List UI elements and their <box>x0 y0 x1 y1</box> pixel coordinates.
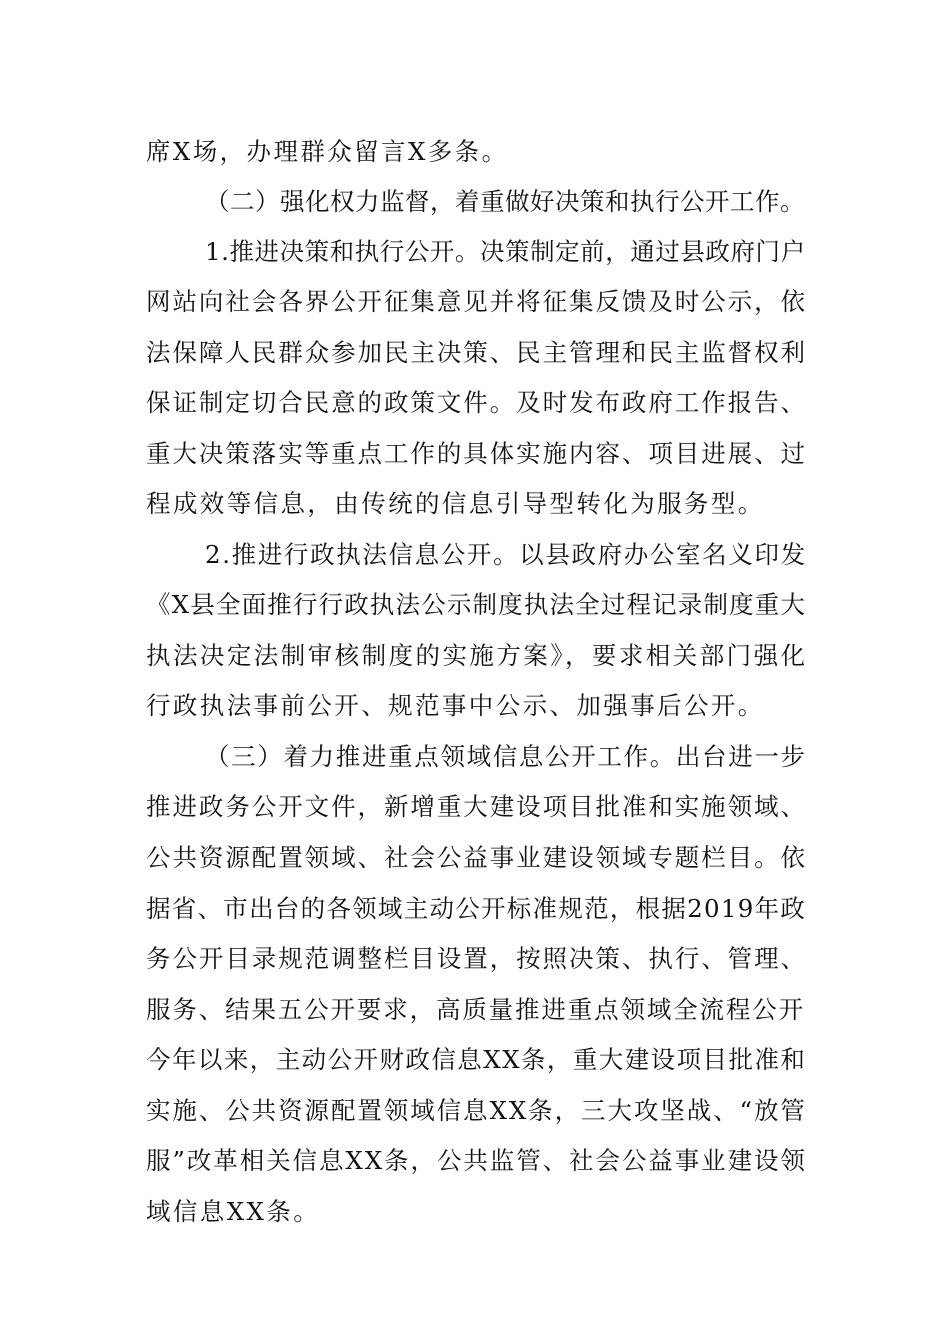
section-heading: （三）着力推进重点领域信息公开工作。出台进一步 <box>205 742 807 771</box>
body-line: 《X县全面推行行政执法公示制度执法全过程记录制度重大 <box>146 590 807 619</box>
body-line: 服务、结果五公开要求，高质量推进重点领域全流程公开 <box>146 995 805 1024</box>
body-line: 执法决定法制审核制度的实施方案》，要求相关部门强化 <box>146 641 808 670</box>
body-line: 务公开目录规范调整栏目设置，按照决策、执行、管理、 <box>146 944 807 973</box>
body-line: 席X场，办理群众留言X多条。 <box>146 137 509 166</box>
body-line: 域信息XX条。 <box>146 1197 321 1226</box>
body-line: 重大决策落实等重点工作的具体实施内容、项目进展、过 <box>146 439 807 468</box>
body-line: 据省、市出台的各领域主动公开标准规范，根据2019年政 <box>146 894 807 923</box>
body-line: 法保障人民群众参加民主决策、民主管理和民主监督权利 <box>146 338 807 367</box>
body-line: 实施、公共资源配置领域信息XX条，三大攻坚战、“放管 <box>146 1096 807 1125</box>
body-line: 今年以来，主动公开财政信息XX条，重大建设项目批准和 <box>146 1045 807 1074</box>
body-line: 推进政务公开文件，新增重大建设项目批准和实施领域、 <box>146 792 807 821</box>
section-heading: （二）强化权力监督，着重做好决策和执行公开工作。 <box>205 187 805 216</box>
body-line: 程成效等信息，由传统的信息引导型转化为服务型。 <box>146 489 765 518</box>
body-line: 2.推进行政执法信息公开。以县政府办公室名义印发 <box>205 540 807 569</box>
body-line: 服”改革相关信息XX条，公共监管、社会公益事业建设领 <box>146 1146 807 1175</box>
body-line: 保证制定切合民意的政策文件。及时发布政府工作报告、 <box>146 388 807 417</box>
body-line: 公共资源配置领域、社会公益事业建设领域专题栏目。依 <box>146 843 807 872</box>
body-line: 1.推进决策和执行公开。决策制定前，通过县政府门户 <box>205 237 806 266</box>
body-line: 行政执法事前公开、规范事中公示、加强事后公开。 <box>146 691 765 720</box>
body-line: 网站向社会各界公开征集意见并将征集反馈及时公示，依 <box>146 287 807 316</box>
